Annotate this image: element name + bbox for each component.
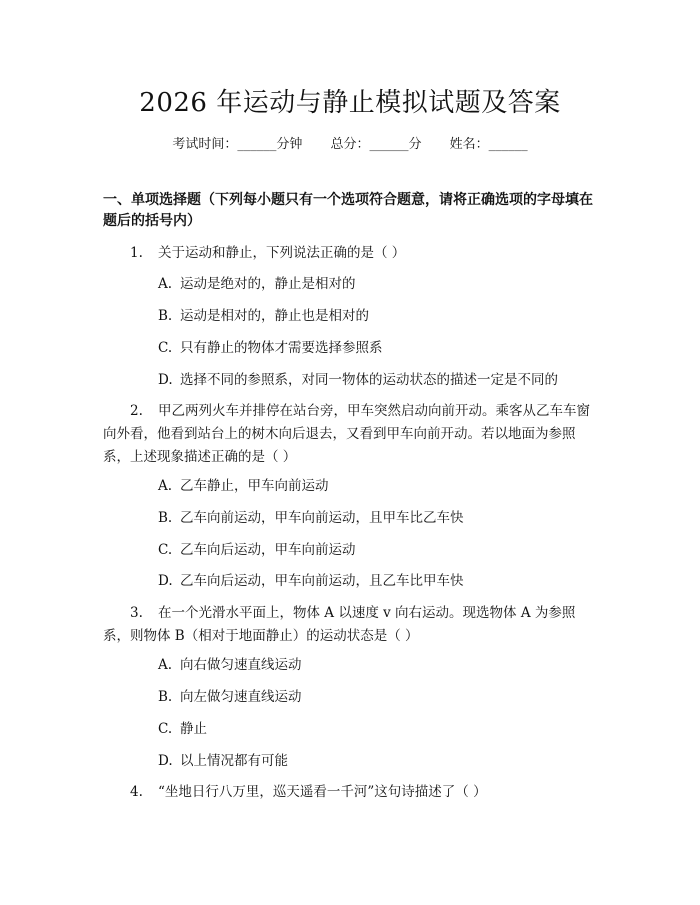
exam-info bbox=[0, 133, 700, 152]
total-score-label: 总分：______分 bbox=[330, 137, 422, 152]
option-letter: B. bbox=[158, 510, 173, 526]
option-1b bbox=[158, 306, 598, 326]
option-text: 乙车向后运动，甲车向前运动 bbox=[180, 542, 356, 558]
question-number: 1. bbox=[130, 245, 143, 261]
option-letter: C. bbox=[158, 340, 173, 356]
option-letter: C. bbox=[158, 721, 173, 737]
option-3b bbox=[158, 687, 598, 707]
option-3d bbox=[158, 751, 598, 771]
question-text: 关于运动和静止，下列说法正确的是（ ） bbox=[158, 245, 406, 261]
option-3c bbox=[158, 719, 598, 739]
option-letter: A. bbox=[158, 657, 173, 673]
option-letter: A. bbox=[158, 478, 173, 494]
option-text: 向左做匀速直线运动 bbox=[180, 689, 302, 705]
option-text: 选择不同的参照系，对同一物体的运动状态的描述一定是不同的 bbox=[180, 372, 558, 388]
question-number: 3. bbox=[130, 605, 143, 621]
option-2d bbox=[158, 571, 598, 591]
option-letter: D. bbox=[158, 753, 173, 769]
option-text: 静止 bbox=[180, 721, 207, 737]
option-letter: B. bbox=[158, 689, 173, 705]
option-2a bbox=[158, 476, 598, 496]
option-text: 以上情况都有可能 bbox=[180, 753, 288, 769]
option-2c bbox=[158, 540, 598, 560]
question-number: 4. bbox=[130, 784, 143, 800]
option-1c bbox=[158, 338, 598, 358]
option-letter: D. bbox=[158, 372, 173, 388]
question-text: 甲乙两列火车并排停在站台旁，甲车突然启动向前开动。乘客从乙车车窗向外看，他看到站台上的树木向后退去，又看到甲车向前开动。若以地面为参照系，上述现象描述正确的是（ ） bbox=[103, 403, 590, 465]
question-3 bbox=[103, 602, 598, 648]
option-2b bbox=[158, 508, 598, 528]
option-text: 乙车静止，甲车向前运动 bbox=[180, 478, 329, 494]
option-text: 向右做匀速直线运动 bbox=[180, 657, 302, 673]
option-letter: C. bbox=[158, 542, 173, 558]
option-letter: A. bbox=[158, 276, 173, 292]
question-text: “坐地日行八万里，巡天遥看一千河”这句诗描述了（ ） bbox=[158, 784, 487, 800]
question-2 bbox=[103, 400, 598, 469]
option-letter: D. bbox=[158, 573, 173, 589]
option-text: 乙车向后运动，甲车向前运动，且乙车比甲车快 bbox=[180, 573, 464, 589]
page-title: 2026 年运动与静止模拟试题及答案 bbox=[139, 88, 561, 118]
question-4 bbox=[103, 781, 598, 804]
option-1a bbox=[158, 274, 598, 294]
question-1 bbox=[103, 242, 598, 265]
name-label: 姓名：______ bbox=[449, 137, 528, 152]
option-text: 乙车向前运动，甲车向前运动，且甲车比乙车快 bbox=[180, 510, 464, 526]
option-3a bbox=[158, 655, 598, 675]
option-text: 运动是相对的，静止也是相对的 bbox=[180, 308, 369, 324]
option-text: 运动是绝对的，静止是相对的 bbox=[180, 276, 356, 292]
section-heading: 一、单项选择题（下列每小题只有一个选项符合题意，请将正确选项的字母填在题后的括号内） bbox=[103, 192, 593, 229]
question-number: 2. bbox=[130, 403, 143, 419]
option-1d bbox=[158, 370, 598, 390]
option-text: 只有静止的物体才需要选择参照系 bbox=[180, 340, 383, 356]
exam-time-label: 考试时间：______分钟 bbox=[172, 137, 303, 152]
question-text: 在一个光滑水平面上，物体 A 以速度 v 向右运动。现选物体 A 为参照系，则物体 B（相对于地面静止）的运动状态是（ ） bbox=[103, 605, 576, 644]
option-letter: B. bbox=[158, 308, 173, 324]
